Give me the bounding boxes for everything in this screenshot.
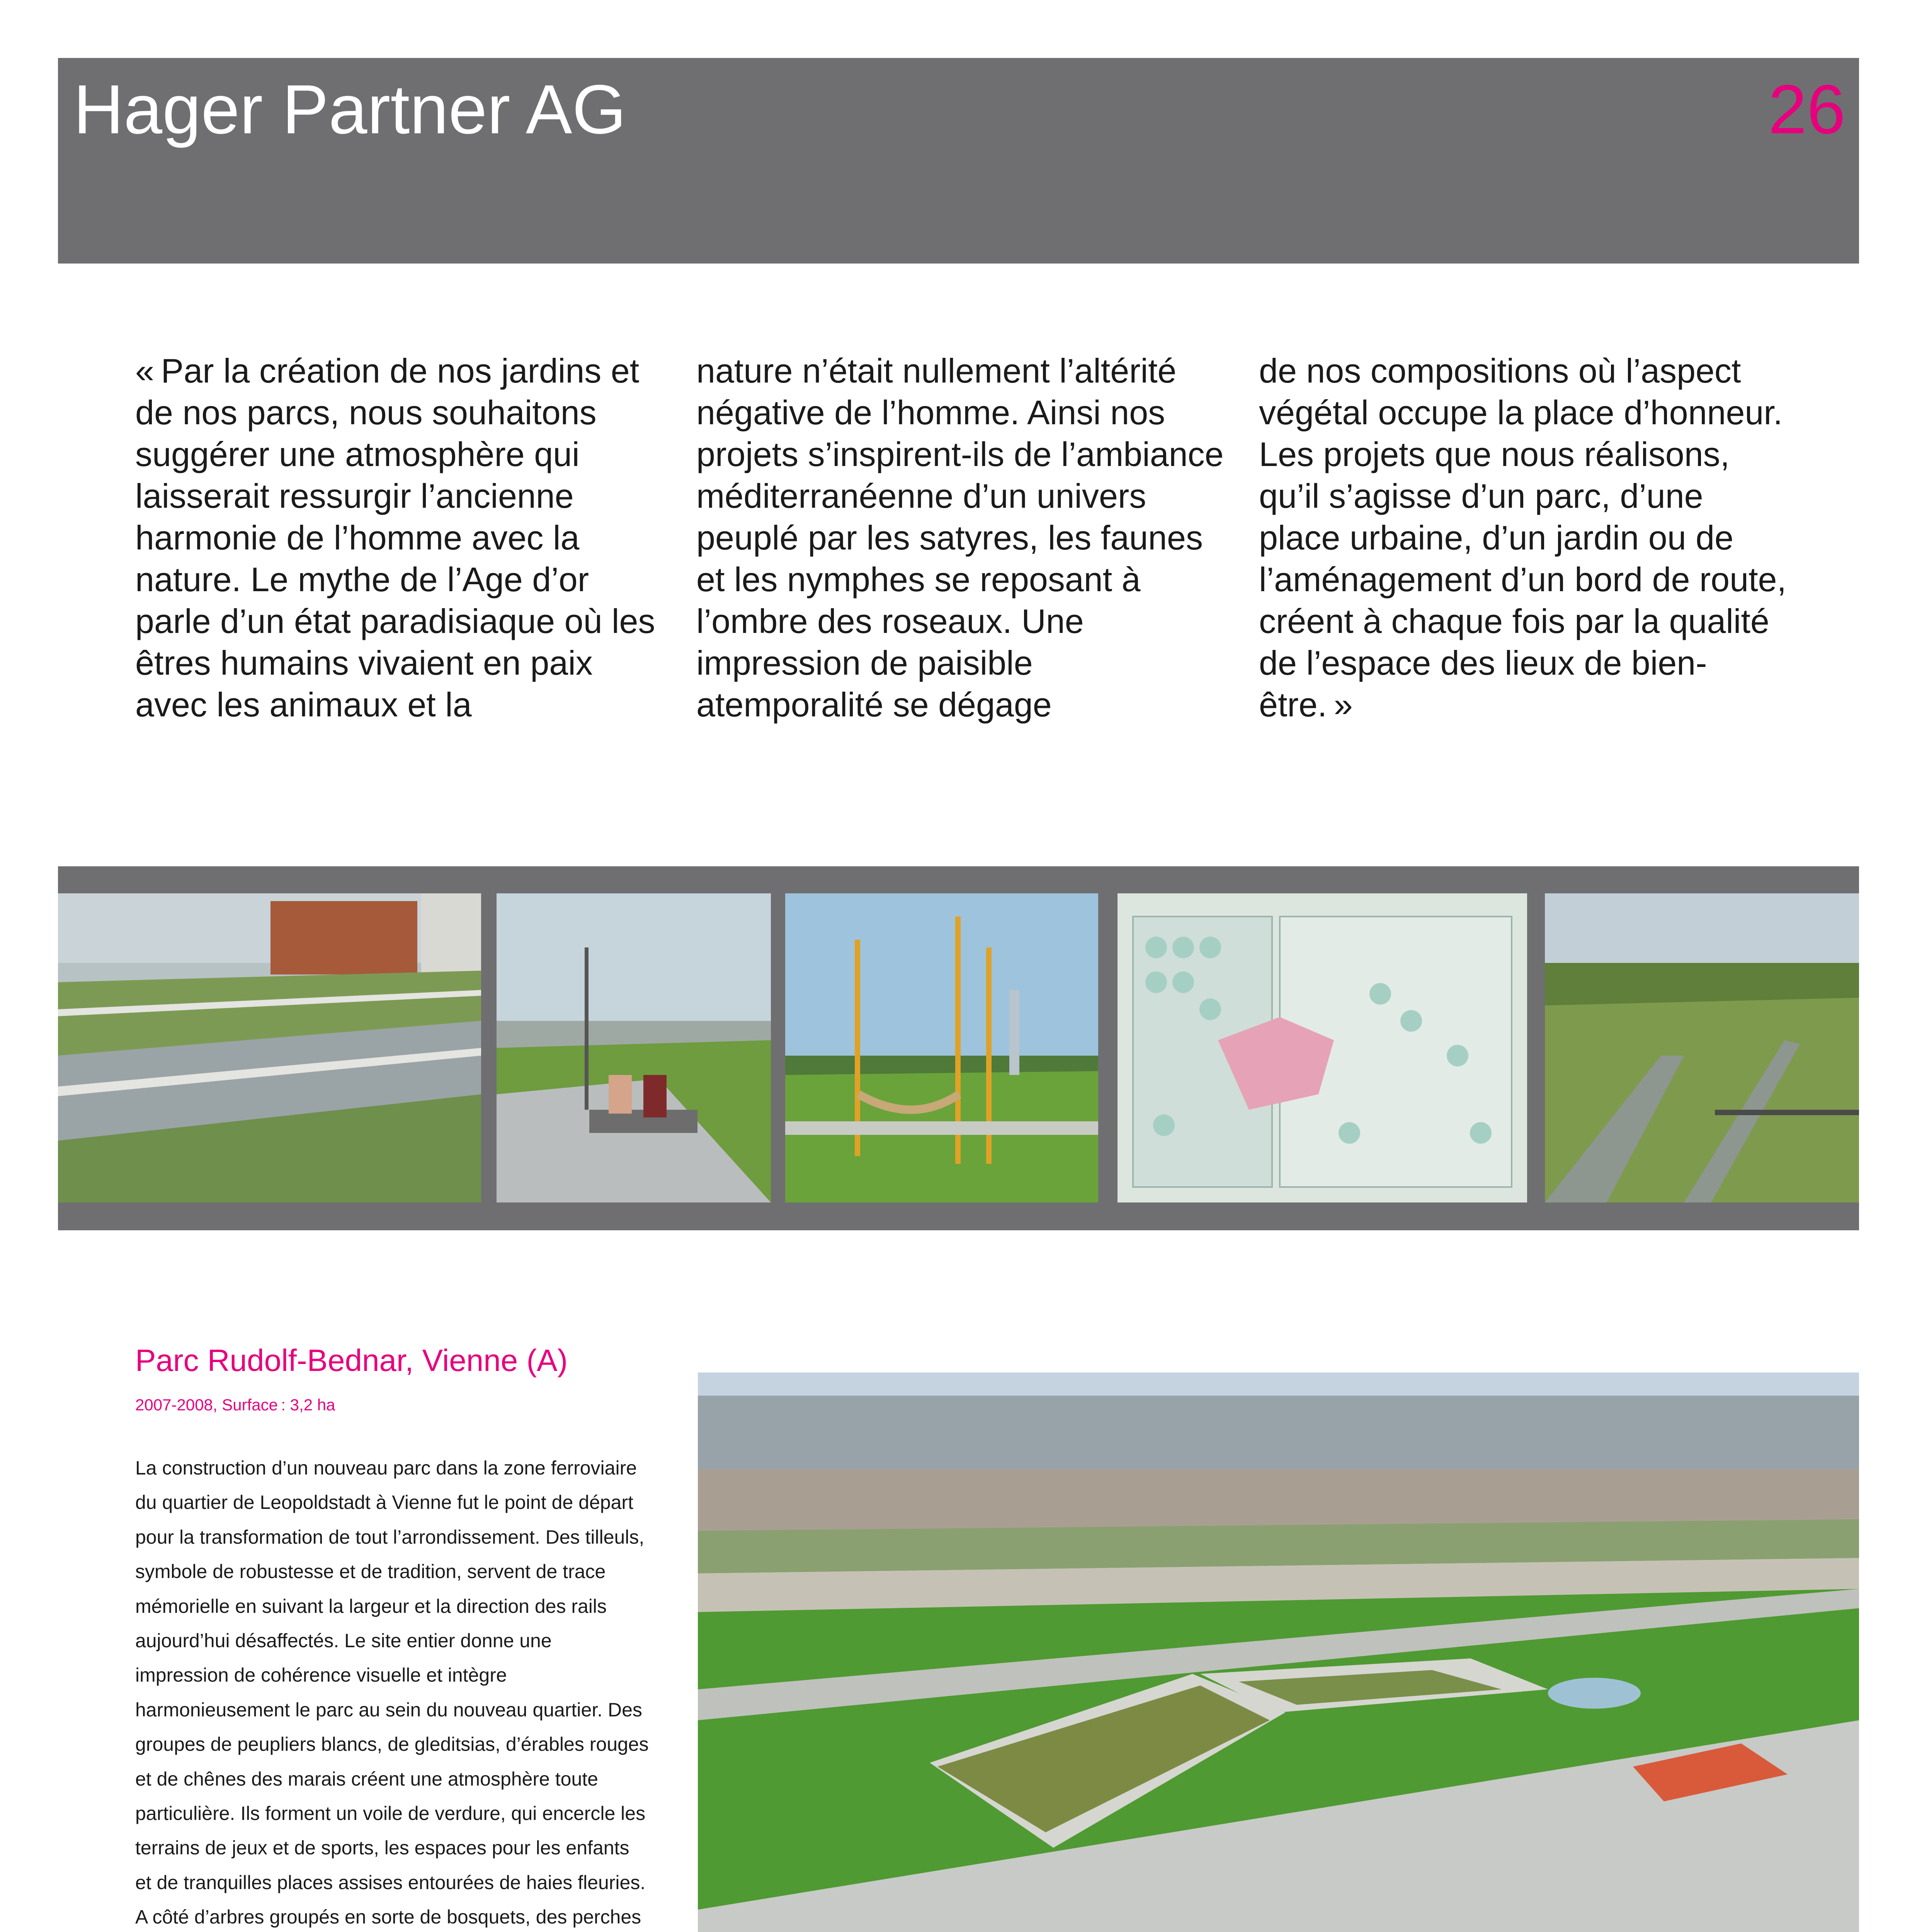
quote-column-3: de nos compositions où l’aspect végétal occupe la place d’honneur. Les projets que nous réalisons, qu’il s’agisse d’un parc, d’une place urbaine, d’un jardin ou de l’aménagement d’un bord de route, créent à chaque fois par la qualité de l’espace des lieux de bien-être. » <box>1259 352 1786 724</box>
thumbnail-site-plan <box>1118 893 1527 1202</box>
thumbnail-promenade <box>58 893 481 1202</box>
project-title: Parc Rudolf-Bednar, Vienne (A) <box>135 1343 568 1378</box>
page-title: Hager Partner AG <box>73 71 626 148</box>
park-aerial-photo <box>698 1372 1859 1932</box>
project-subtitle: 2007-2008, Surface : 3,2 ha <box>135 1396 335 1414</box>
thumbnail-garden-path <box>1545 893 1859 1202</box>
project-description: La construction d’un nouveau parc dans la zone ferroviaire du quartier de Leopoldstadt à Vienne fut le point de départ pour la transformation de tout l’arrondissement. Des tilleuls, symbole de robustesse et de tradition, servent de trace mémorielle en suivant la largeur et la direction des rails aujourd’hui désaffectés. Le site entier donne une impression de cohérence visuelle et intègre harmonieusement le parc au sein du nouveau quartier. Des groupes de peupliers blancs, de gleditsias, d’érables rouges et de chênes des marais créent une atmosphère toute particulière. Ils forment un voile de verdure, qui encercle les terrains de jeux et de sports, les espaces pour les enfants et de tranquilles places assises entourées de haies fleuries. A côté d’arbres groupés en sorte de bosquets, des perches <box>135 1457 649 1928</box>
page-number: 26 <box>1768 71 1846 148</box>
thumbnail-hammock <box>785 893 1098 1202</box>
quote-column-2: nature n’était nullement l’altérité négative de l’homme. Ainsi nos projets s’inspirent-ils de l’ambiance méditerranéenne d’un univers peuplé par les satyres, les faunes et les nymphes se reposant à l’ombre des roseaux. Une impression de paisible atemporalité se dégage <box>696 352 1224 724</box>
quote-column-1: « Par la création de nos jardins et de nos parcs, nous souhaitons suggérer une atmosphère qui laisserait ressurgir l’ancienne harmonie de l’homme avec la nature. Le mythe de l’Age d’or parle d’un état paradisiaque où les êtres humains vivaient en paix avec les animaux et la <box>135 352 655 724</box>
thumbnail-seating <box>497 893 771 1202</box>
